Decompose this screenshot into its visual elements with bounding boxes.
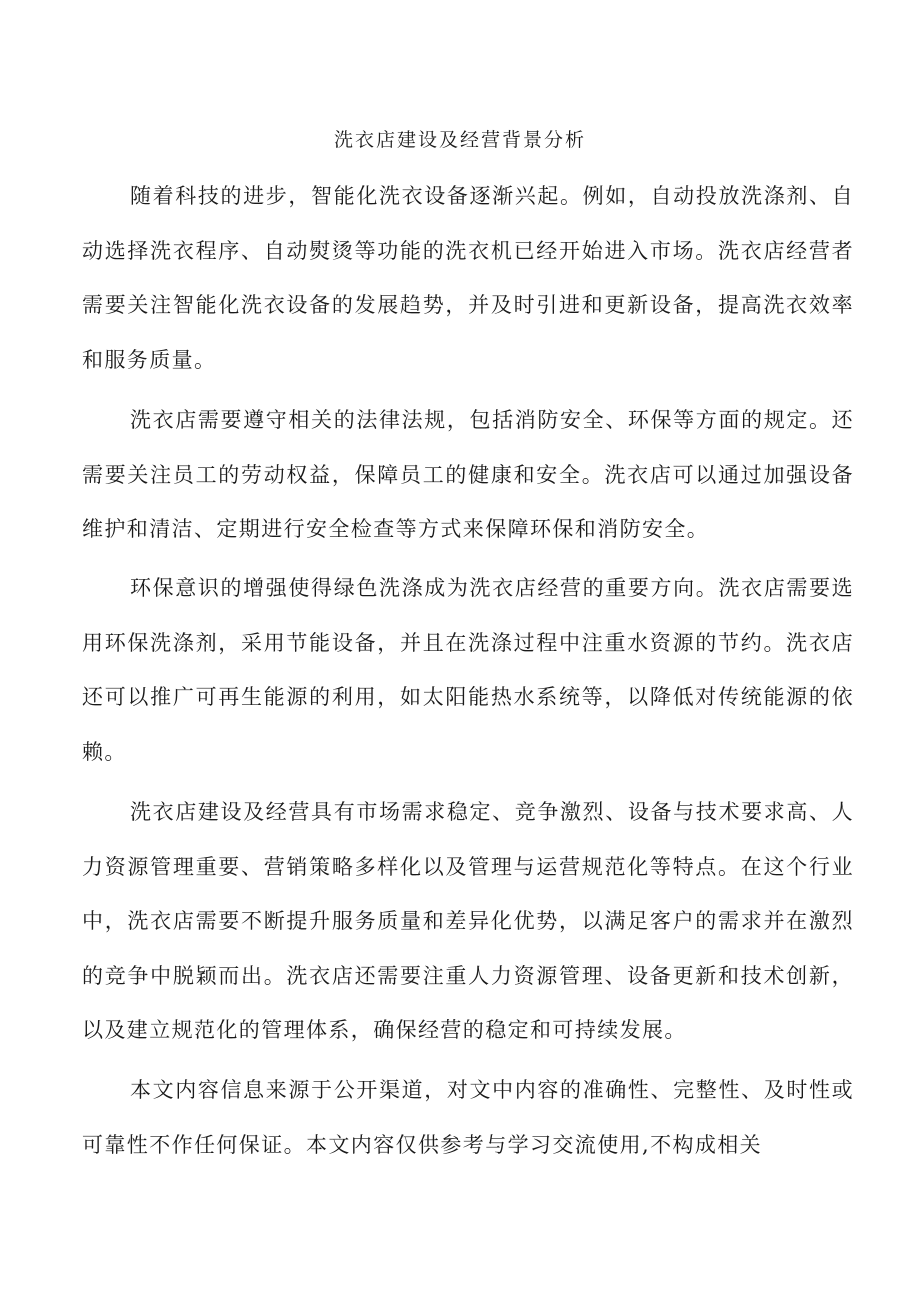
paragraph-industry-features: 洗衣店建设及经营具有市场需求稳定、竞争激烈、设备与技术要求高、人力资源管理重要、营销策略多样化以及管理与运营规范化等特点。在这个行业中，洗衣店需要不断提升服务质量和差异化优势，以满足客户的需求并在激烈的竞争中脱颖而出。洗衣店还需要注重人力资源管理、设备更新和技术创新，以及建立规范化的管理体系，确保经营的稳定和可持续发展。 <box>82 800 854 1042</box>
paragraph-disclaimer: 本文内容信息来源于公开渠道，对文中内容的准确性、完整性、及时性或可靠性不作任何保证。本文内容仅供参考与学习交流使用,不构成相关 <box>82 1078 854 1157</box>
paragraph-smart-equipment: 随着科技的进步，智能化洗衣设备逐渐兴起。例如，自动投放洗涤剂、自动选择洗衣程序、自动熨烫等功能的洗衣机已经开始进入市场。洗衣店经营者需要关注智能化洗衣设备的发展趋势，并及时引进和更新设备，提高洗衣效率和服务质量。 <box>82 184 854 372</box>
paragraph-green-washing: 环保意识的增强使得绿色洗涤成为洗衣店经营的重要方向。洗衣店需要选用环保洗涤剂，采用节能设备，并且在洗涤过程中注重水资源的节约。洗衣店还可以推广可再生能源的利用，如太阳能热水系统等，以降低对传统能源的依赖。 <box>82 576 854 764</box>
document-title: 洗衣店建设及经营背景分析 <box>333 129 586 151</box>
paragraph-laws-regulations: 洗衣店需要遵守相关的法律法规，包括消防安全、环保等方面的规定。还需要关注员工的劳动权益，保障员工的健康和安全。洗衣店可以通过加强设备维护和清洁、定期进行安全检查等方式来保障环保和消防安全。 <box>82 408 854 541</box>
